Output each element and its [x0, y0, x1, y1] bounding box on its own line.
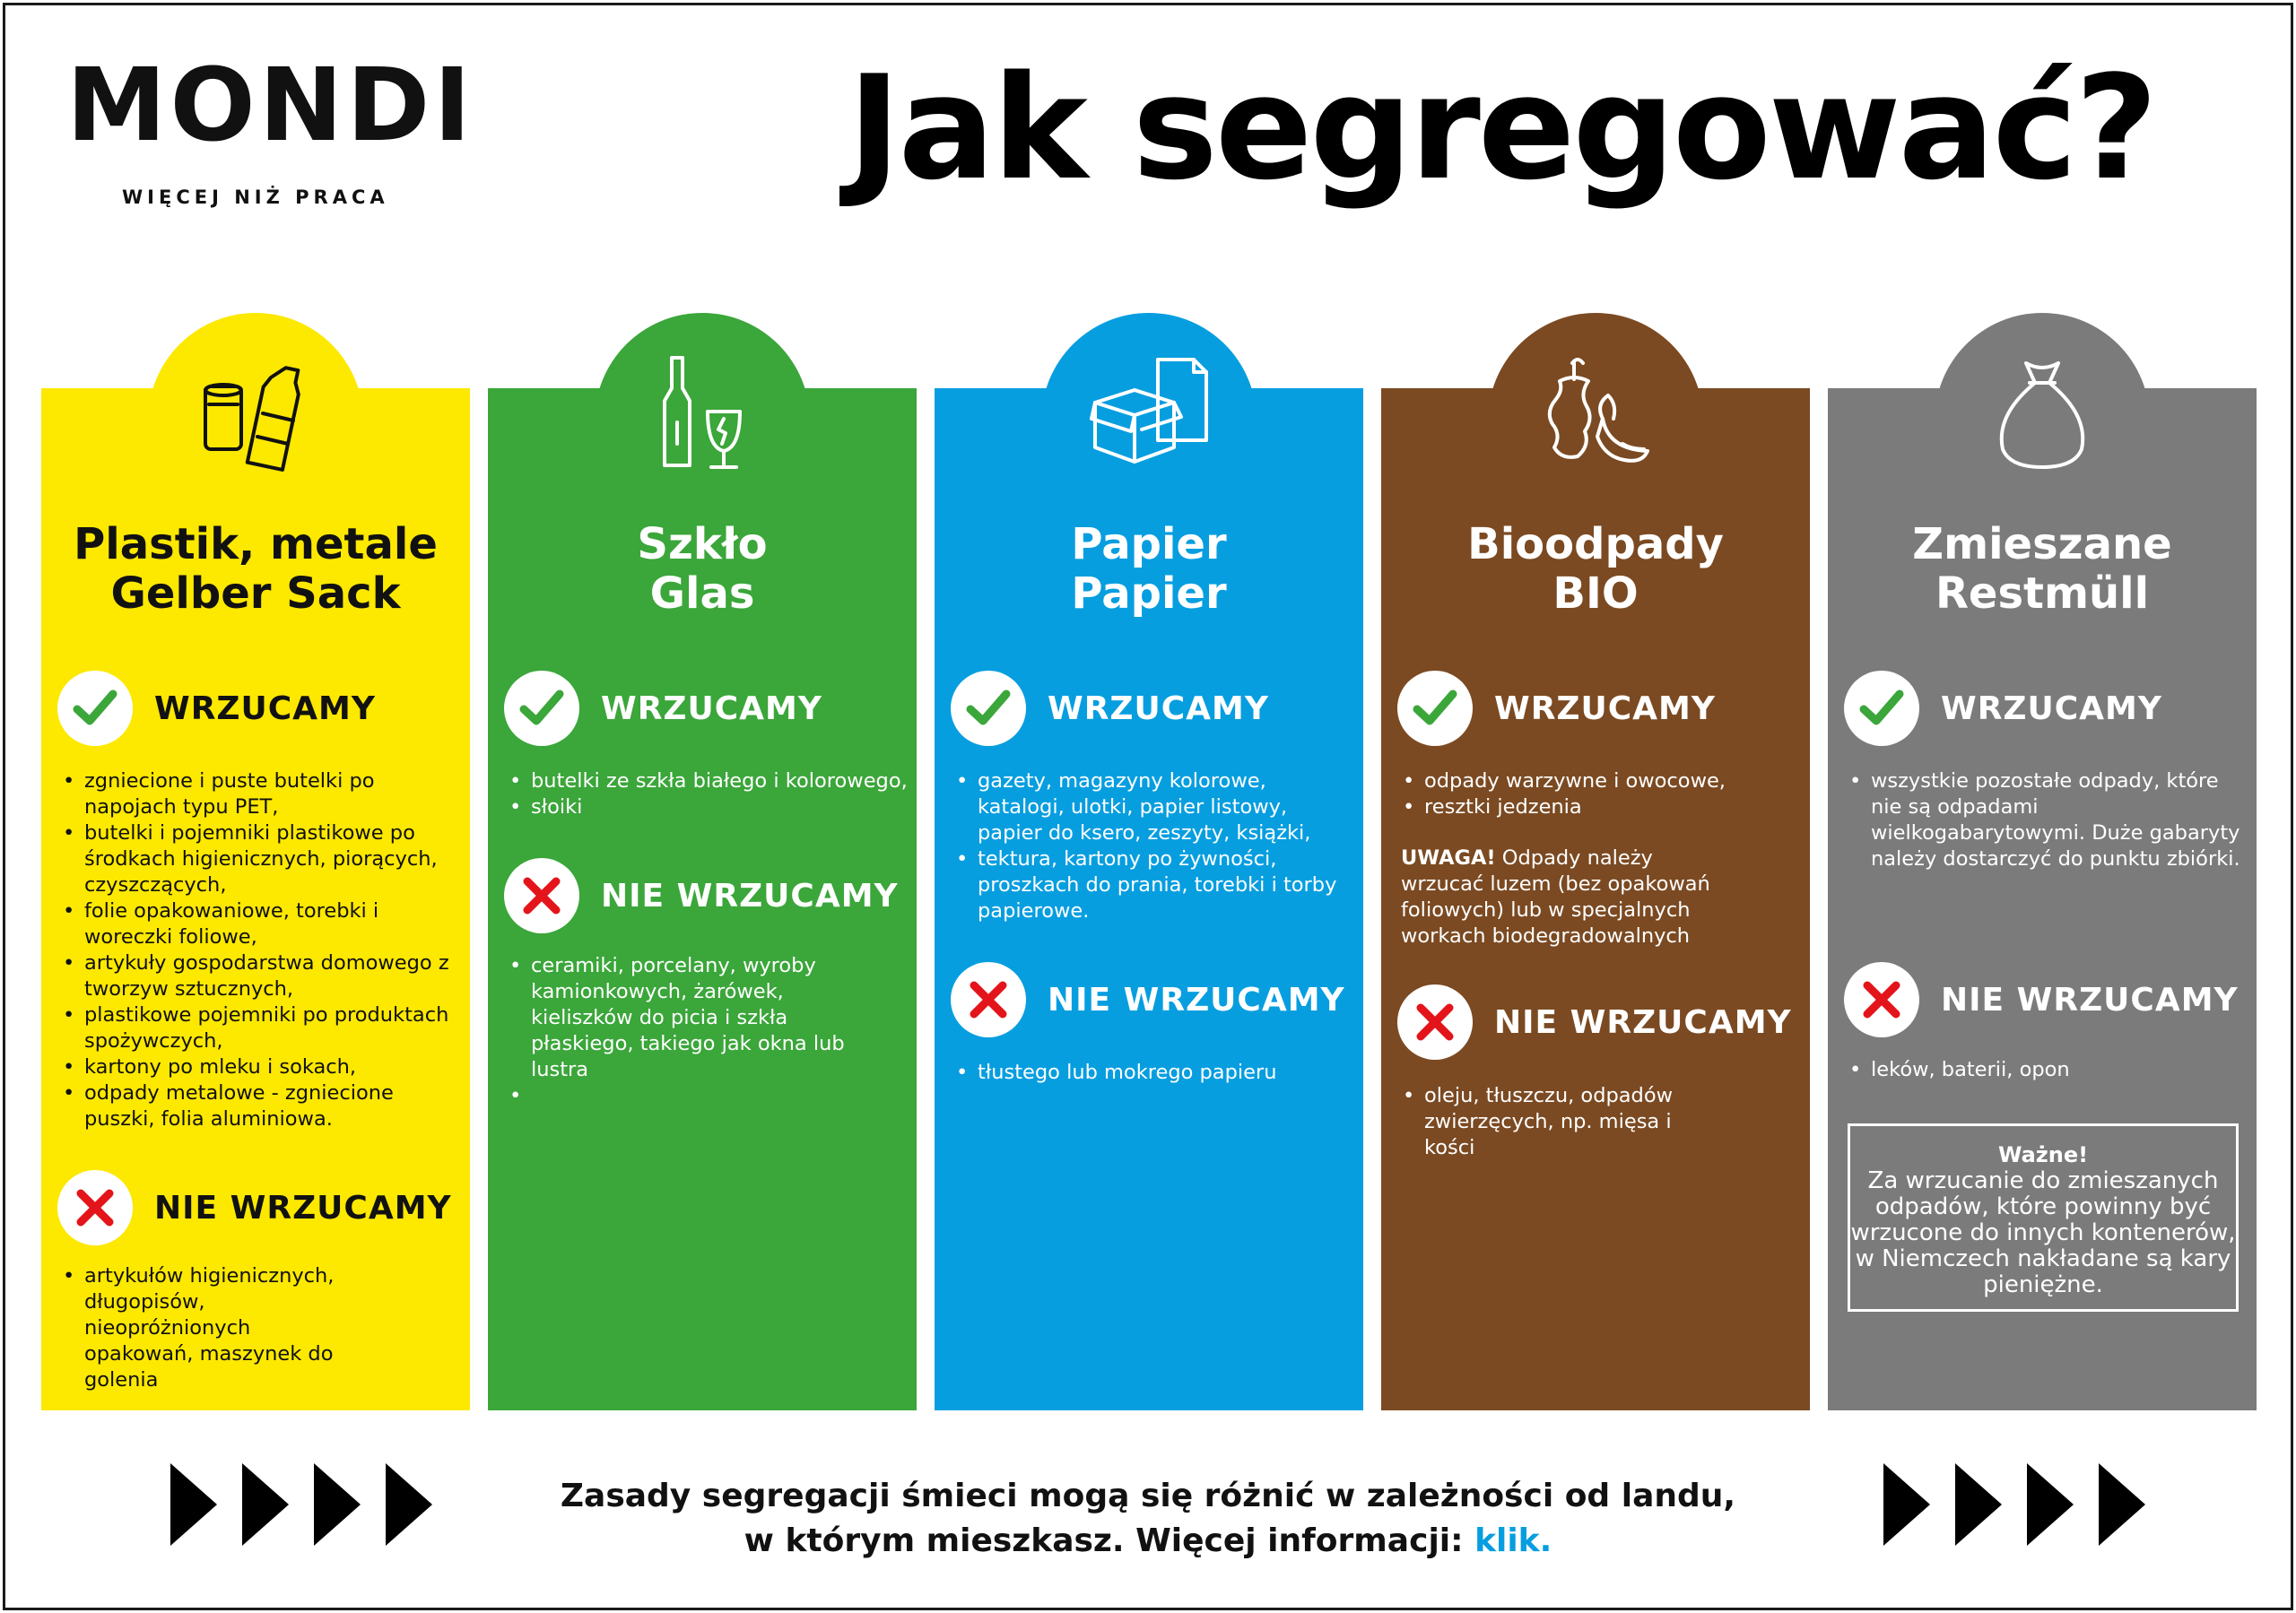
- column-plastic-metal: [41, 388, 470, 1410]
- page-title: Jak segregować?: [848, 44, 2156, 212]
- important-text: Za wrzucanie do zmieszanych odpadów, które powinny być wrzucone do innych kontenerów, w Niemczech nakładane są kary pieniężne.: [1850, 1167, 2236, 1298]
- reject-label: NIE WRZUCAMY: [1048, 981, 1345, 1019]
- column-subtitle: Papier: [1071, 568, 1227, 619]
- footer-line-1: Zasady segregacji śmieci mogą się różnić w zależności od landu,: [560, 1478, 1736, 1514]
- list-item: • kartony po mleku i sokach,: [57, 1054, 461, 1080]
- list-item: • artykułów higienicznych, długopisów, nieopróżnionych opakowań, maszynek do golenia: [57, 1263, 335, 1393]
- list-item: • słoiki: [504, 794, 908, 820]
- column-title: Papier: [1071, 519, 1227, 569]
- list-item: • leków, baterii, opon: [1844, 1057, 2248, 1083]
- list-item: • folie opakowaniowe, torebki i woreczki foliowe,: [57, 898, 461, 950]
- arrow-right-icon: [242, 1463, 289, 1546]
- accept-section: [1397, 671, 1801, 950]
- arrow-right-icon: [1955, 1463, 2002, 1546]
- column-title: Szkło: [637, 519, 768, 569]
- reject-list: [504, 953, 863, 1109]
- list-item: • tłustego lub mokrego papieru: [951, 1060, 1354, 1086]
- arrow-right-icon: [1883, 1463, 1930, 1546]
- column-heading: [935, 520, 1363, 619]
- accept-section: [504, 671, 908, 820]
- column-heading: [488, 520, 917, 619]
- list-item: • wszystkie pozostałe odpady, które nie są odpadami wielkogabarytowymi. Duże gabaryty należy dostarczyć do punktu zbiórki.: [1844, 768, 2248, 872]
- more-info-link[interactable]: klik.: [1474, 1522, 1552, 1559]
- footer-line-2-wrap: [448, 1519, 1848, 1564]
- list-item: [504, 1083, 863, 1109]
- arrows-right: [1883, 1463, 2170, 1546]
- list-item: • butelki i pojemniki plastikowe po środkach higienicznych, piorących, czyszczących,: [57, 820, 461, 898]
- important-notice: [1848, 1123, 2239, 1312]
- arrow-right-icon: [314, 1463, 361, 1546]
- accept-label: WRZUCAMY: [1494, 689, 1716, 727]
- check-icon: [951, 671, 1026, 746]
- column-bio: [1381, 388, 1810, 1410]
- list-item: • butelki ze szkła białego i kolorowego,: [504, 768, 908, 794]
- arrow-right-icon: [170, 1463, 217, 1546]
- column-subtitle: Glas: [649, 568, 755, 619]
- reject-list: [1844, 1057, 2248, 1083]
- reject-list: [1397, 1083, 1693, 1161]
- note-text: Odpady należy wrzucać luzem (bez opakowań foliowych) lub w specjalnych workach biodegradowalnych: [1401, 846, 1710, 948]
- reject-label: NIE WRZUCAMY: [1941, 981, 2239, 1019]
- column-paper: [935, 388, 1363, 1410]
- list-item: • odpady warzywne i owocowe,: [1397, 768, 1801, 794]
- accept-section: [951, 671, 1354, 924]
- column-heading: [1828, 520, 2257, 619]
- footer-line-2: w którym mieszkasz. Więcej informacji:: [744, 1522, 1475, 1559]
- footer-note: [448, 1474, 1848, 1564]
- accept-list: [504, 768, 908, 820]
- reject-label: NIE WRZUCAMY: [601, 877, 899, 915]
- reject-section: [504, 858, 908, 1109]
- reject-section: [57, 1170, 461, 1393]
- mondi-logo: [66, 48, 475, 208]
- cross-icon: [1397, 984, 1473, 1060]
- column-glass: [488, 388, 917, 1410]
- cross-icon: [57, 1170, 133, 1245]
- check-icon: [1844, 671, 1919, 746]
- list-item: • oleju, tłuszczu, odpadów zwierzęcych, np. mięsa i kości: [1397, 1083, 1693, 1161]
- arrow-right-icon: [386, 1463, 432, 1546]
- list-item: • gazety, magazyny kolorowe, katalogi, ulotki, papier listowy, papier do ksero, zeszyty, książki,: [951, 768, 1354, 846]
- reject-section: [951, 962, 1354, 1086]
- list-item: • odpady metalowe - zgniecione puszki, folia aluminiowa.: [57, 1080, 461, 1132]
- trash-bag-icon: [1979, 351, 2105, 476]
- reject-section: [1397, 984, 1801, 1161]
- reject-label: NIE WRZUCAMY: [154, 1189, 452, 1227]
- accept-label: WRZUCAMY: [154, 689, 376, 727]
- arrows-left: [170, 1463, 457, 1546]
- glass-bottle-icon: [639, 351, 765, 476]
- column-mixed: [1828, 388, 2257, 1410]
- arrow-right-icon: [2099, 1463, 2145, 1546]
- note-warning: UWAGA!: [1401, 846, 1496, 870]
- list-item: • zgniecione i puste butelki po napojach typu PET,: [57, 768, 461, 820]
- column-title: Plastik, metale: [74, 519, 438, 569]
- list-item: • resztki jedzenia: [1397, 794, 1801, 820]
- accept-list: [1844, 768, 2248, 872]
- accept-label: WRZUCAMY: [1048, 689, 1269, 727]
- accept-section: [57, 671, 461, 1132]
- accept-section: [1844, 671, 2248, 872]
- column-heading: [41, 520, 470, 619]
- apple-core-banana-icon: [1533, 351, 1658, 476]
- accept-label: WRZUCAMY: [601, 689, 822, 727]
- accept-list: [57, 768, 461, 1132]
- column-title: Zmieszane: [1912, 519, 2172, 569]
- list-item: • ceramiki, porcelany, wyroby kamionkowych, żarówek, kieliszków do picia i szkła płaskiego, takiego jak okna lub lustra: [504, 953, 863, 1083]
- reject-label: NIE WRZUCAMY: [1494, 1003, 1792, 1041]
- cross-icon: [1844, 962, 1919, 1037]
- cross-icon: [951, 962, 1026, 1037]
- cross-icon: [504, 858, 579, 933]
- column-subtitle: BIO: [1552, 568, 1639, 619]
- accept-label: WRZUCAMY: [1941, 689, 2162, 727]
- column-heading: [1381, 520, 1810, 619]
- logo-wordmark: MONDI: [66, 48, 475, 164]
- arrow-right-icon: [2027, 1463, 2074, 1546]
- check-icon: [1397, 671, 1473, 746]
- accept-list: [1397, 768, 1801, 820]
- column-title: Bioodpady: [1467, 519, 1724, 569]
- list-item: • plastikowe pojemniki po produktach spożywczych,: [57, 1002, 461, 1054]
- bio-note: [1397, 846, 1738, 950]
- check-icon: [57, 671, 133, 746]
- check-icon: [504, 671, 579, 746]
- accept-list: [951, 768, 1354, 924]
- list-item: • artykuły gospodarstwa domowego z tworzyw sztucznych,: [57, 950, 461, 1002]
- reject-list: [57, 1263, 335, 1393]
- list-item: • tektura, kartony po żywności, proszkach do prania, torebki i torby papierowe.: [951, 846, 1354, 924]
- reject-list: [951, 1060, 1354, 1086]
- column-subtitle: Restmüll: [1935, 568, 2150, 619]
- paper-box-icon: [1086, 351, 1212, 476]
- important-title: Ważne!: [1997, 1142, 2089, 1167]
- logo-tagline: WIĘCEJ NIŻ PRACA: [122, 186, 389, 208]
- reject-section: [1844, 962, 2248, 1083]
- column-subtitle: Gelber Sack: [110, 568, 401, 619]
- can-bottle-icon: [193, 351, 318, 476]
